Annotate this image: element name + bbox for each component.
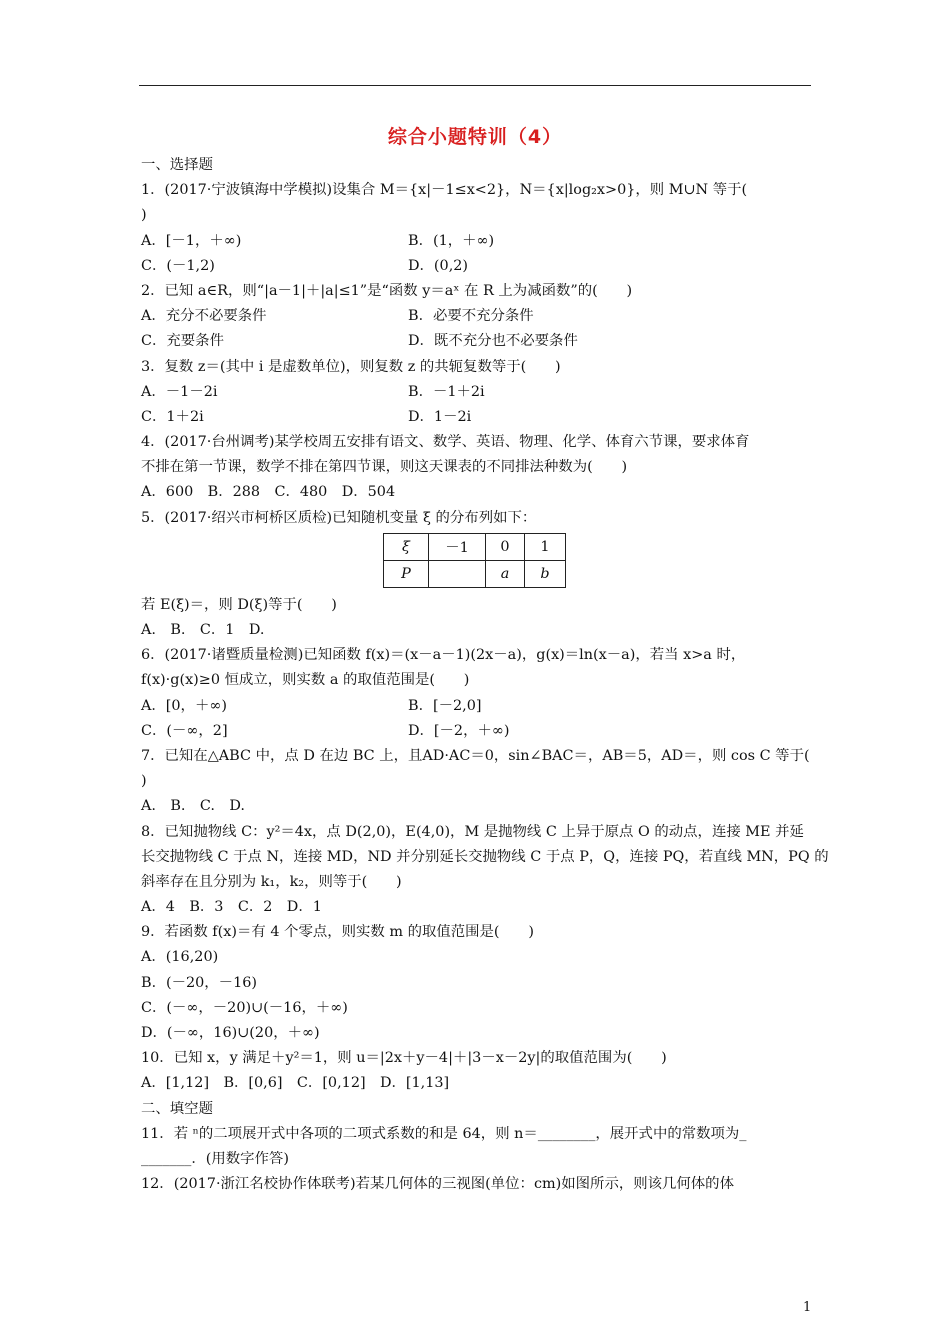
option-d: D．(0,2) [408,257,469,274]
section-heading-fill: 二、填空题 [141,1100,213,1117]
question-4-stem-cont: 不排在第一节课，数学不排在第四节课，则这天课表的不同排法种数为( ) [141,459,628,476]
question-6-stem-cont: f(x)·g(x)≥0 恒成立，则实数 a 的取值范围是( ) [141,672,470,689]
table-row [384,533,566,560]
option-d: D．既不充分也不必要条件 [408,333,578,350]
option-b: B．[－2,0] [408,697,482,714]
header-rule [139,85,811,86]
option-b: B．(1，＋∞) [408,232,495,249]
question-1-stem: 1．(2017·宁波镇海中学模拟)设集合 M＝{x|－1≤x<2}，N＝{x|log₂x>0}，则 M∪N 等于( [141,182,748,199]
question-7-stem-cont: ) [141,773,147,790]
question-11-line2: _______．(用数字作答) [141,1150,289,1167]
question-7-options: A. B. C. D. [141,798,245,815]
question-11-line1: 11．若 ⁿ的二项展开式中各项的二项式系数的和是 64，则 n＝________，展开式中的常数项为_ [141,1125,747,1142]
question-6-options-row1 [141,694,813,719]
question-8-line2: 长交抛物线 C 于点 N，连接 MD，ND 并分别延长交抛物线 C 于点 P，Q，连接 PQ，若直线 MN，PQ 的 [141,848,829,865]
question-10-stem: 10．已知 x，y 满足＋y²＝1，则 u＝|2x＋y－4|＋|3－x－2y|的取值范围为( ) [141,1050,667,1067]
option-d: D．[－2，＋∞) [408,722,510,739]
table-cell: ξ [384,533,429,560]
section-heading-choice: 一、选择题 [141,157,213,173]
option-c: C．充要条件 [141,333,224,350]
question-1-options-row1 [141,229,813,254]
option-a: A．[0，＋∞) [141,697,227,714]
question-5-stem: 5．(2017·绍兴市柯桥区质检)已知随机变量 ξ 的分布列如下： [141,509,537,526]
question-9-stem: 9．若函数 f(x)＝有 4 个零点，则实数 m 的取值范围是( ) [141,924,534,941]
option-d: D．1－2i [408,408,472,425]
option-a: A．[－1，＋∞) [141,232,242,249]
document-body [141,153,829,1197]
option-c: C．1＋2i [141,408,204,425]
table-cell: 1 [525,533,566,560]
question-8-line3: 斜率存在且分别为 k₁，k₂，则等于( ) [141,873,402,890]
question-3-options-row2 [141,405,813,430]
table-cell: 0 [486,533,525,560]
option-b: B．必要不充分条件 [408,308,534,325]
distribution-table-wrap [141,531,813,593]
option-a: A．(16,20) [141,949,219,966]
question-5-after: 若 E(ξ)＝，则 D(ξ)等于( ) [141,596,337,613]
question-3-options-row1 [141,380,813,405]
table-cell: a [486,560,525,587]
question-5-options: A. B. C．1 D. [141,622,265,638]
option-c: C．(－∞，2] [141,722,228,739]
question-2-options-row1 [141,304,813,329]
question-8-options: A．4 B．3 C．2 D．1 [141,899,322,916]
question-12-line1: 12．(2017·浙江名校协作体联考)若某几何体的三视图(单位：cm)如图所示，则该几何体的体 [141,1176,734,1193]
question-2-options-row2 [141,329,813,354]
question-2-stem: 2．已知 a∈R，则“|a－1|＋|a|≤1”是“函数 y＝aˣ 在 R 上为减函数”的( ) [141,282,633,299]
question-10-options: A．[1,12] B．[0,6] C．[0,12] D．[1,13] [141,1075,450,1092]
table-row [384,560,566,587]
question-6-stem: 6．(2017·诸暨质量检测)已知函数 f(x)＝(x－a－1)(2x－a)，g(x)＝ln(x－a)，若当 x>a 时， [141,647,746,664]
table-cell: P [384,560,429,587]
question-1-stem-cont: ) [141,207,147,224]
option-c: C．(－1,2) [141,257,215,274]
table-cell [429,560,486,587]
option-a: A．－1－2i [141,383,218,400]
option-a: A．充分不必要条件 [141,308,267,325]
question-8-line1: 8．已知抛物线 C：y²＝4x，点 D(2,0)，E(4,0)，M 是抛物线 C 上异于原点 O 的动点，连接 ME 并延 [141,823,804,840]
question-3-stem: 3．复数 z＝(其中 i 是虚数单位)，则复数 z 的共轭复数等于( ) [141,358,561,375]
question-4-options: A．600 B．288 C．480 D．504 [141,484,396,501]
table-cell: －1 [429,533,486,560]
question-6-options-row2 [141,719,813,744]
question-7-stem: 7．已知在△ABC 中，点 D 在边 BC 上，且AD·AC＝0，sin∠BAC＝，AB＝5，AD＝，则 cos C 等于( [141,747,810,764]
page-number: 1 [803,1300,812,1315]
table-cell: b [525,560,566,587]
distribution-table [383,533,566,588]
page-title: 综合小题特训（4） [387,126,563,148]
option-b: B．(－20，－16) [141,974,257,991]
option-b: B．－1＋2i [408,383,485,400]
option-c: C．(－∞，－20)∪(－16，＋∞) [141,999,348,1016]
option-d: D．(－∞，16)∪(20，＋∞) [141,1025,320,1041]
question-4-stem: 4．(2017·台州调考)某学校周五安排有语文、数学、英语、物理、化学、体育六节课，要求体育 [141,434,750,451]
question-1-options-row2 [141,254,813,279]
